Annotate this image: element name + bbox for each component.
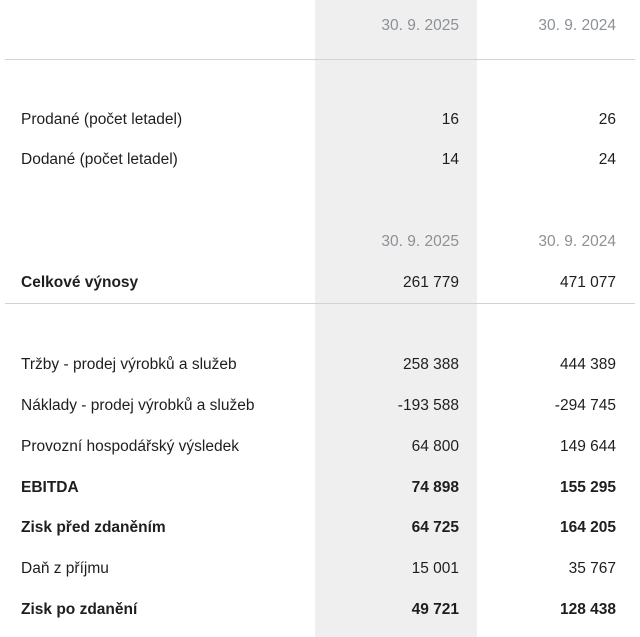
value-previous: 149 644 — [559, 438, 616, 455]
value-current: -193 588 — [397, 397, 459, 414]
table-row-net-profit — [0, 598, 640, 622]
value-current: 16 — [441, 111, 459, 128]
table-row-total-revenue — [0, 271, 640, 295]
value-current: 64 800 — [411, 438, 459, 455]
value-current: 258 388 — [402, 356, 459, 373]
value-previous: -294 745 — [554, 397, 616, 414]
table-row — [0, 353, 640, 377]
current-period-column-highlight — [315, 0, 477, 637]
value-previous: 471 077 — [559, 274, 616, 291]
table-row — [0, 108, 640, 132]
row-label: Dodané (počet letadel) — [21, 151, 178, 168]
value-current: 261 779 — [402, 274, 459, 291]
value-current: 15 001 — [411, 560, 459, 577]
table-row-profit-before-tax — [0, 516, 640, 540]
row-label: Daň z příjmu — [21, 560, 109, 577]
value-previous: 444 389 — [559, 356, 616, 373]
value-previous: 24 — [598, 151, 616, 168]
row-label: Náklady - prodej výrobků a služeb — [21, 397, 255, 414]
value-previous: 155 295 — [559, 479, 616, 496]
value-current: 14 — [441, 151, 459, 168]
row-label: Provozní hospodářský výsledek — [21, 438, 239, 455]
value-current: 49 721 — [411, 601, 459, 618]
table-row — [0, 557, 640, 581]
column-header-previous: 30. 9. 2024 — [538, 233, 616, 250]
row-label: Zisk před zdaněním — [21, 519, 166, 536]
table-row-ebitda — [0, 476, 640, 500]
row-label: Prodané (počet letadel) — [21, 111, 183, 128]
value-current: 64 725 — [411, 519, 459, 536]
value-current: 74 898 — [411, 479, 459, 496]
value-previous: 35 767 — [568, 560, 616, 577]
header-divider — [5, 59, 635, 60]
table-row — [0, 148, 640, 172]
value-previous: 164 205 — [559, 519, 616, 536]
column-header-row — [0, 230, 640, 254]
section-divider — [5, 303, 635, 304]
row-label: EBITDA — [21, 479, 79, 496]
row-label: Celkové výnosy — [21, 274, 139, 291]
column-header-current: 30. 9. 2025 — [381, 233, 459, 250]
table-row — [0, 435, 640, 459]
value-previous: 128 438 — [559, 601, 616, 618]
column-header-row — [0, 14, 640, 38]
row-label: Tržby - prodej výrobků a služeb — [21, 356, 237, 373]
value-previous: 26 — [598, 111, 616, 128]
row-label: Zisk po zdanění — [21, 601, 138, 618]
table-row — [0, 394, 640, 418]
column-header-previous: 30. 9. 2024 — [538, 17, 616, 34]
column-header-current: 30. 9. 2025 — [381, 17, 459, 34]
